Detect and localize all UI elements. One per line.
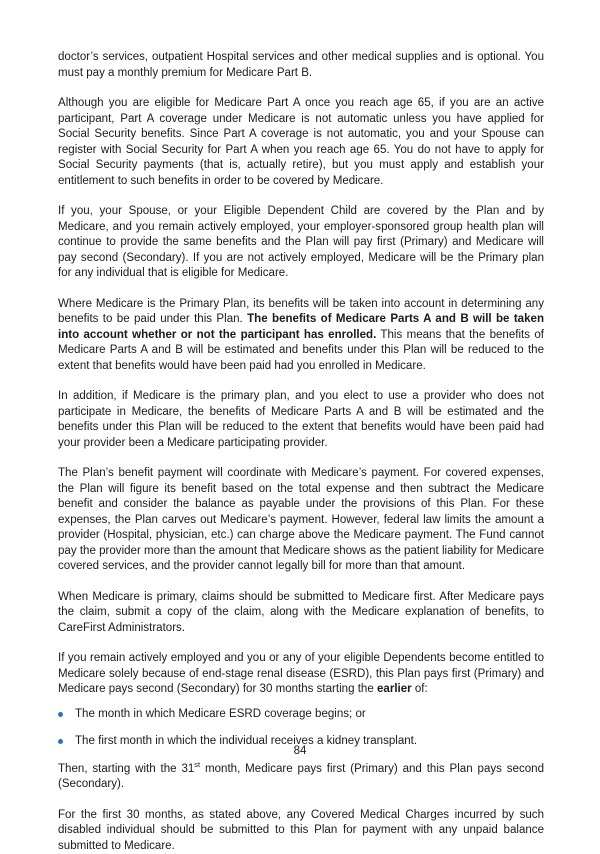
superscript: st xyxy=(194,760,200,769)
paragraph-benefit-coordination: The Plan’s benefit payment will coordinate with Medicare’s payment. For covered expenses, the Plan will figure its benefit based on the total expense and then subtract the Medicare benefit and consider the balance as payable under the provisions of this Plan. For these expenses, the Plan carves out Medicare’s payment. However, federal law limits the amount a provider (Hospital, physician, etc.) can charge above the Medicare payment. The Fund cannot pay the provider more than the amount that Medicare shows as the patient liability for Medicare covered services, and the provider cannot legally bill for more than that amount. xyxy=(58,466,544,575)
bold-emphasis: The benefits of Medicare Parts A and B will be taken into account whether or not the participant has enrolled. xyxy=(58,313,544,341)
bullet-icon xyxy=(58,739,63,744)
paragraph-medicare-part-b: doctor’s services, outpatient Hospital services and other medical supplies and is optional. You must pay a monthly premium for Medicare Part B. xyxy=(58,50,544,81)
paragraph-text: of: xyxy=(412,683,428,695)
paragraph-text: Where Medicare is the Primary Plan, its benefits will be taken into account in determining any benefits to be paid under this Plan. xyxy=(58,298,544,326)
paragraph-text: This means that the benefits of Medicare Parts A and B will be estimated and benefits under this Plan will be reduced to the extent that benefits would have been paid had you enrolled in Medicare. xyxy=(58,329,544,372)
paragraph-active-employment: If you, your Spouse, or your Eligible Dependent Child are covered by the Plan and by Medicare, and you remain actively employed, your employer-sponsored group health plan will continue to provide the same benefits and the Plan will pay first (Primary) and Medicare will pay second (Secondary). If you are not actively employed, Medicare will be the Primary plan for any individual that is eligible for Medicare. xyxy=(58,204,544,282)
paragraph-non-participating-provider: In addition, if Medicare is the primary plan, and you elect to use a provider who does not participate in Medicare, the benefits of Medicare Parts A and B will be estimated and the benefits under this Plan will be reduced to the extent that benefits would have been paid had your provider been a Medicare participating provider. xyxy=(58,389,544,451)
paragraph-31st-month xyxy=(58,762,544,793)
list-item-text: The first month in which the individual receives a kidney transplant. xyxy=(75,735,417,747)
esrd-bullet-list xyxy=(58,707,544,750)
paragraph-claims-submission: When Medicare is primary, claims should be submitted to Medicare first. After Medicare pays the claim, submit a copy of the claim, along with the Medicare explanation of benefits, to CareFirst Administrators. xyxy=(58,590,544,637)
page-number: 84 xyxy=(0,745,600,757)
paragraph-medicare-primary xyxy=(58,297,544,375)
document-body xyxy=(58,50,544,854)
bold-emphasis: earlier xyxy=(377,683,412,695)
list-item xyxy=(58,707,544,723)
paragraph-text: Then, starting with the 31 xyxy=(58,763,194,775)
paragraph-first-30-months: For the first 30 months, as stated above, any Covered Medical Charges incurred by such disabled individual should be submitted to this Plan for payment with any unpaid balance submitted to Medicare. xyxy=(58,808,544,854)
paragraph-part-a-eligibility: Although you are eligible for Medicare Part A once you reach age 65, if you are an active participant, Part A coverage under Medicare is not automatic unless you have applied for Social Security benefits. Since Part A coverage is not automatic, you and your Spouse can register with Social Security for Part A when you reach age 65. You do not have to apply for Social Security payments (that is, actually retire), but you must apply and establish your entitlement to such benefits in order to be covered by Medicare. xyxy=(58,96,544,189)
bullet-icon xyxy=(58,712,63,717)
paragraph-text: If you remain actively employed and you or any of your eligible Dependents become entitled to Medicare solely because of end-stage renal disease (ESRD), this Plan pays first (Primary) and Medicare pays second (Secondary) for 30 months starting the xyxy=(58,652,544,695)
paragraph-esrd xyxy=(58,651,544,698)
paragraph-text: month, Medicare pays first (Primary) and this Plan pays second (Secondary). xyxy=(58,763,544,791)
list-item-text: The month in which Medicare ESRD coverage begins; or xyxy=(75,708,366,720)
